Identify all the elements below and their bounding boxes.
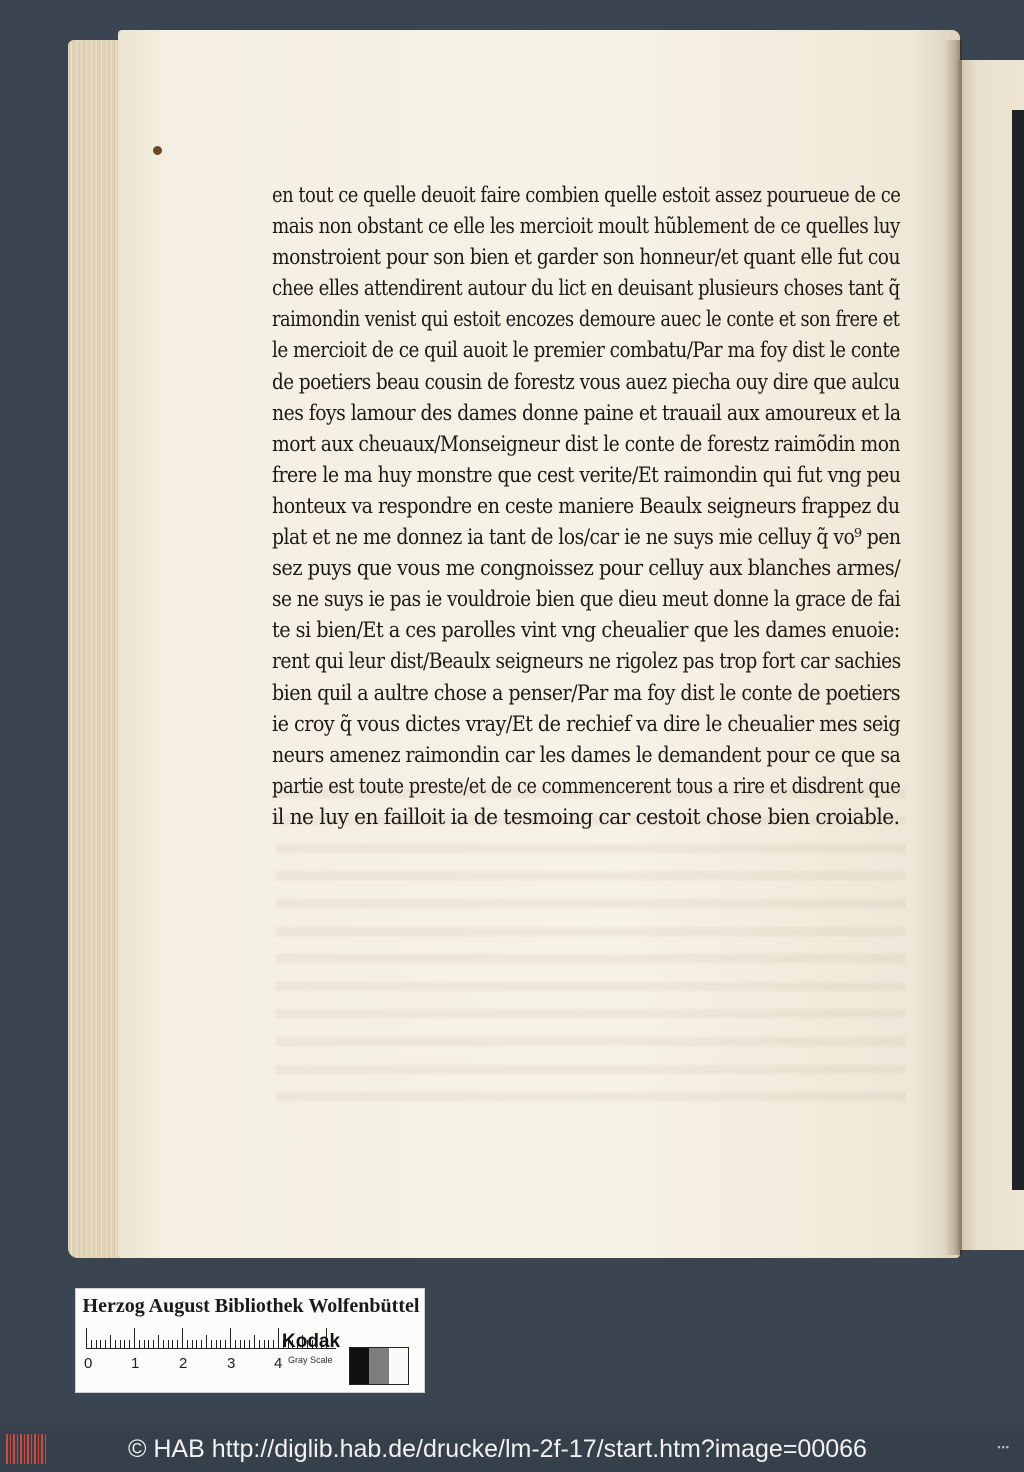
text-line: te si bien/Et a ces parolles vint vng cheualier que les dames enuoie:	[272, 618, 900, 644]
printed-text-block	[272, 180, 912, 833]
text-line: honteux va respondre en ceste maniere Beaulx seigneurs frappez du	[272, 493, 900, 519]
text-line: plat et ne me donnez ia tant de los/car ie ne suys mie celluy q̃ vo⁹ pen	[272, 525, 901, 551]
ruler-tick	[91, 1340, 92, 1348]
ruler-number: 1	[131, 1355, 140, 1372]
ruler-tick	[182, 1328, 183, 1348]
ruler-tick	[235, 1340, 236, 1348]
ruler-tick	[216, 1340, 217, 1348]
text-line: se ne suys ie pas ie vouldroie bien que dieu meut donne la grace de fai	[272, 587, 901, 613]
gutter-shadow	[944, 40, 962, 1255]
ruler-tick	[158, 1335, 159, 1348]
ruler-tick	[177, 1340, 178, 1348]
ruler-tick	[264, 1340, 265, 1348]
ruler-tick	[240, 1340, 241, 1348]
ruler-tick	[201, 1340, 202, 1348]
ruler-number: 4	[274, 1355, 283, 1372]
ruler-tick	[268, 1340, 269, 1348]
ruler-tick	[129, 1340, 130, 1348]
ruler-number: 0	[84, 1355, 93, 1372]
facing-page-shadow	[1012, 110, 1024, 1190]
swatch-white	[389, 1348, 408, 1384]
text-line: le mercioit de ce quil auoit le premier combatu/Par ma foy dist le conte	[272, 338, 900, 364]
ruler-tick	[153, 1340, 154, 1348]
text-line: chee elles attendirent autour du lict en deuisant plusieurs choses tant q̃	[272, 276, 900, 302]
ruler-tick	[278, 1328, 279, 1348]
ruler-number: 2	[179, 1355, 188, 1372]
text-line: de poetiers beau cousin de forestz vous auez piecha ouy dire que aulcu	[272, 369, 900, 395]
ink-spot	[153, 146, 162, 155]
ruler-tick	[144, 1340, 145, 1348]
copyright-url[interactable]: © HAB http://diglib.hab.de/drucke/lm-2f-17/start.htm?image=00066	[128, 1435, 867, 1463]
text-line: rent qui leur dist/Beaulx seigneurs ne rigolez pas trop fort car sachies	[272, 649, 901, 675]
gray-scale-swatches	[349, 1347, 409, 1385]
ruler-tick	[110, 1335, 111, 1348]
ruler-tick	[120, 1340, 121, 1348]
ruler-tick	[254, 1335, 255, 1348]
ruler-tick	[244, 1340, 245, 1348]
ruler-tick	[163, 1340, 164, 1348]
footer-mark: ▪▪▪	[997, 1442, 1010, 1452]
footer-bar	[0, 1425, 1024, 1472]
ruler-tick	[220, 1340, 221, 1348]
text-line: il ne luy en failloit ia de tesmoing car cestoit chose bien croiable.	[272, 804, 900, 830]
ruler-tick	[273, 1340, 274, 1348]
text-line: mort aux cheuaux/Monseigneur dist le conte de forestz raimõdin mon	[272, 431, 900, 457]
ruler-tick	[148, 1340, 149, 1348]
text-line: neurs amenez raimondin car les dames le demandent pour ce que sa	[272, 742, 901, 768]
ruler-number: 3	[227, 1355, 236, 1372]
library-color-card	[75, 1288, 425, 1393]
ruler-tick	[211, 1340, 212, 1348]
text-line: frere le ma huy monstre que cest verite/Et raimondin qui fut vng peu	[272, 462, 901, 488]
text-line: en tout ce quelle deuoit faire combien quelle estoit assez pourueue de ce	[272, 183, 901, 208]
ruler-tick	[86, 1328, 87, 1348]
ruler-tick	[139, 1340, 140, 1348]
text-line: monstroient pour son bien et garder son honneur/et quant elle fut cou	[272, 245, 900, 271]
text-line: nes foys lamour des dames donne paine et trauail aux amoureux et la	[272, 400, 901, 426]
library-name: Herzog August Bibliothek Wolfenbüttel	[82, 1295, 420, 1317]
text-line: partie est toute preste/et de ce commencerent tous a rire et disdrent que	[272, 773, 901, 799]
gray-scale-label: Gray Scale	[288, 1355, 333, 1365]
text-line: mais non obstant ce elle les mercioit moult hũblement de ce quelles luy	[272, 214, 900, 240]
ruler-tick	[134, 1328, 135, 1348]
text-line: raimondin venist qui estoit encozes demoure auec le conte et son frere et	[272, 307, 900, 333]
ruler-tick	[96, 1340, 97, 1348]
ruler-tick	[100, 1340, 101, 1348]
ruler-tick	[225, 1340, 226, 1348]
swatch-black	[350, 1348, 369, 1384]
swatch-gray	[369, 1348, 388, 1384]
text-line: sez puys que vous me congnoissez pour celluy aux blanches armes/	[272, 556, 901, 582]
kodak-logo-text: Kodak	[282, 1331, 341, 1352]
ruler-tick	[187, 1340, 188, 1348]
ruler-tick	[172, 1340, 173, 1348]
ruler-tick	[196, 1340, 197, 1348]
ruler-tick	[105, 1340, 106, 1348]
ruler-tick	[192, 1340, 193, 1348]
ruler-tick	[249, 1340, 250, 1348]
ruler-tick	[168, 1340, 169, 1348]
ruler-tick	[124, 1340, 125, 1348]
ruler-tick	[259, 1340, 260, 1348]
ruler-tick	[230, 1328, 231, 1348]
hab-barcode-icon	[6, 1434, 46, 1464]
text-line: bien quil a aultre chose a penser/Par ma foy dist le conte de poetiers	[272, 680, 901, 706]
text-line: ie croy q̃ vous dictes vray/Et de rechief va dire le cheualier mes seig	[272, 711, 901, 737]
ruler-tick	[115, 1340, 116, 1348]
ruler-tick	[206, 1335, 207, 1348]
